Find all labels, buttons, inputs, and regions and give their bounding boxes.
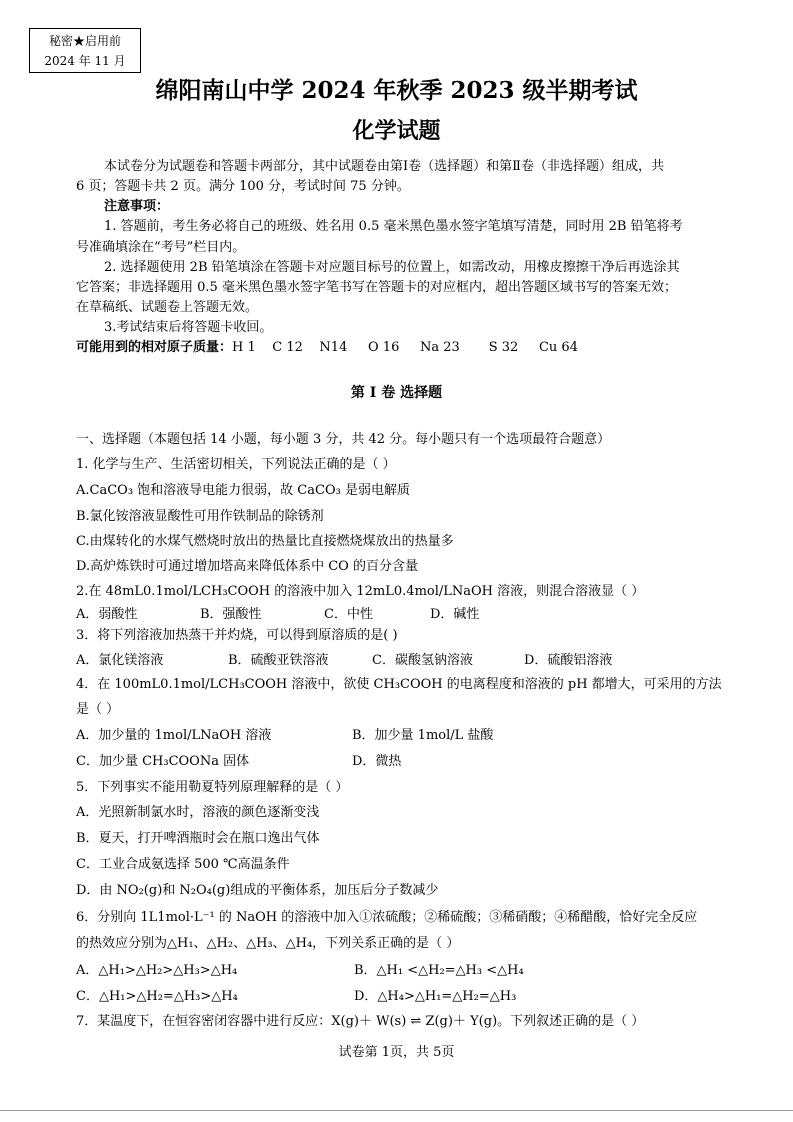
question-4-line-1: 4．在 100mL0.1mol/LCH₃COOH 溶液中，欲使 CH₃COOH 的电离程度和溶液的 pH 都增大，可采用的方法 <box>76 677 722 692</box>
q5-option-a: A．光照新制氯水时，溶液的颜色逐渐变浅 <box>76 805 320 820</box>
question-6-line-2: 的热效应分别为△H₁、△H₂、△H₃、△H₄，下列关系正确的是（ ） <box>76 936 460 951</box>
q1-option-b: B.氯化铵溶液显酸性可用作铁制品的除锈剂 <box>76 509 324 524</box>
q6-option-a: A．△H₁>△H₂>△H₃>△H₄ <box>76 963 238 978</box>
intro-line-2: 6 页；答题卡共 2 页。满分 100 分，考试时间 75 分钟。 <box>76 179 410 195</box>
question-5: 5．下列事实不能用勒夏特列原理解释的是（ ） <box>76 780 349 795</box>
exam-title: 绵阳南山中学 2024 年秋季 2023 级半期考试 <box>155 77 638 104</box>
question-2: 2.在 48mL0.1mol/LCH₃COOH 的溶液中加入 12mL0.4mol/LNaOH 溶液，则混合溶液显（ ） <box>76 584 645 599</box>
intro-line-1: 本试卷分为试题卷和答题卡两部分，其中试题卷由第Ⅰ卷（选择题）和第Ⅱ卷（非选择题）组成，共 <box>104 159 664 174</box>
q2-option-b: B．强酸性 <box>200 607 262 622</box>
q4-option-a: A．加少量的 1mol/LNaOH 溶液 <box>76 728 272 743</box>
q5-option-b: B．夏天，打开啤酒瓶时会在瓶口逸出气体 <box>76 831 320 846</box>
atomic-mass-values: H 1 C 12 N14 O 16 Na 23 S 32 Cu 64 <box>232 340 578 356</box>
q3-option-b: B．硫酸亚铁溶液 <box>228 653 329 668</box>
notice-2a: 2. 选择题使用 2B 铅笔填涂在答题卡对应题目标号的位置上，如需改动，用橡皮擦擦干净后再选涂其 <box>104 259 680 275</box>
q2-option-d: D．碱性 <box>430 607 480 622</box>
q6-options-row-2 <box>76 987 516 1007</box>
intro-block <box>76 157 724 358</box>
q4-option-c: C．加少量 CH₃COONa 固体 <box>76 754 250 769</box>
notice-1b: 号准确填涂在“考号”栏目内。 <box>76 239 246 255</box>
q2-option-a: A．弱酸性 <box>76 607 138 622</box>
q1-option-c: C.由煤转化的水煤气燃烧时放出的热量比直接燃烧煤放出的热量多 <box>76 534 454 549</box>
q6-option-b: B．△H₁ <△H₂=△H₃ <△H₄ <box>354 963 524 978</box>
question-6-line-1: 6．分别向 1L1mol·L⁻¹ 的 NaOH 的溶液中加入①浓硫酸；②稀硫酸；③稀硝酸；④稀醋酸，恰好完全反应 <box>76 910 698 925</box>
q5-option-d: D．由 NO₂(g)和 N₂O₄(g)组成的平衡体系，加压后分子数减少 <box>76 883 439 898</box>
secret-stamp-box <box>29 28 141 73</box>
q4-option-d: D．微热 <box>352 754 402 769</box>
q2-option-c: C．中性 <box>324 607 373 622</box>
question-1: 1. 化学与生产、生活密切相关，下列说法正确的是（ ） <box>76 457 396 472</box>
notice-1a: 1. 答题前，考生务必将自己的班级、姓名用 0.5 毫米黑色墨水签字笔填写清楚，同时用 2B 铅笔将考 <box>104 219 683 235</box>
question-4-line-2: 是（ ） <box>76 702 120 717</box>
q3-options <box>76 651 612 671</box>
question-7: 7．某温度下，在恒容密闭容器中进行反应：X(g)＋ W(s) ⇌ Z(g)＋ Y(g)。下列叙述正确的是（ ） <box>76 1014 645 1029</box>
q6-option-c: C．△H₁>△H₂=△H₃>△H₄ <box>76 989 238 1004</box>
notice-2b: 它答案；非选择题用 0.5 毫米黑色墨水签字笔书写在答题卡的对应框内，超出答题区域书写的答案无效； <box>76 279 677 295</box>
atomic-mass-label: 可能用到的相对原子质量： <box>76 340 233 356</box>
section-heading: 第 I 卷 选择题 <box>350 385 443 401</box>
q3-option-c: C．碳酸氢钠溶液 <box>372 653 473 668</box>
q1-option-d: D.高炉炼铁时可通过增加塔高来降低体系中 CO 的百分含量 <box>76 559 418 574</box>
q1-option-a: A.CaCO₃ 饱和溶液导电能力很弱，故 CaCO₃ 是弱电解质 <box>76 483 410 498</box>
q5-option-c: C．工业合成氨选择 500 ℃高温条件 <box>76 857 290 872</box>
exam-subtitle: 化学试题 <box>352 118 441 144</box>
notice-title: 注意事项： <box>104 199 170 215</box>
q4-options-row-2 <box>76 752 401 772</box>
notice-3: 3.考试结束后将答题卡收回。 <box>104 320 273 336</box>
secret-line-2: 2024 年 11 月 <box>44 54 126 68</box>
q2-options <box>76 605 479 625</box>
q6-options-row-1 <box>76 961 524 981</box>
page-footer: 试卷第 1页，共 5页 <box>338 1045 455 1060</box>
q4-options-row-1 <box>76 726 493 746</box>
q6-option-d: D．△H₄>△H₁=△H₂=△H₃ <box>354 989 517 1004</box>
notice-2c: 在草稿纸、试题卷上答题无效。 <box>76 299 259 315</box>
q4-option-b: B．加少量 1mol/L 盐酸 <box>352 728 494 743</box>
question-3: 3．将下列溶液加热蒸干并灼烧，可以得到原溶质的是( ) <box>76 628 398 643</box>
q3-option-d: D．硫酸铝溶液 <box>524 653 613 668</box>
part-intro: 一、选择题（本题包括 14 小题，每小题 3 分，共 42 分。每小题只有一个选项最符合题意） <box>76 432 611 447</box>
page-bottom-divider <box>0 1110 793 1111</box>
q3-option-a: A．氯化镁溶液 <box>76 653 164 668</box>
atomic-mass-line <box>76 338 724 358</box>
secret-line-1: 秘密★启用前 <box>48 34 121 48</box>
